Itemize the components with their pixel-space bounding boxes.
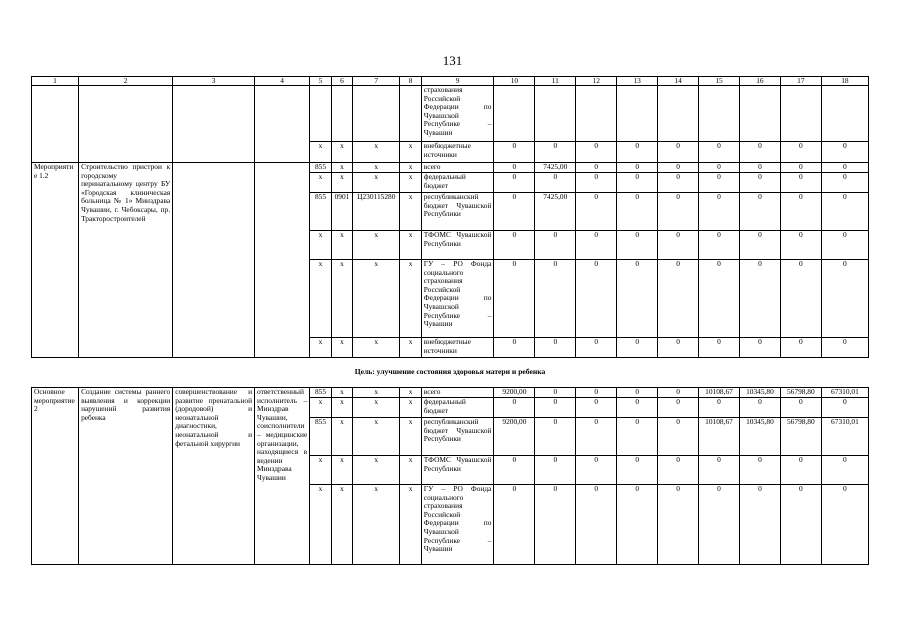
amount-cell: 0 (494, 231, 535, 260)
funding-source-cell: внебюджетные источники (421, 142, 494, 163)
amount-cell: 0 (535, 338, 576, 358)
amount-cell: 0 (739, 456, 780, 485)
amount-cell: 0 (494, 260, 535, 338)
amount-cell: 0 (535, 398, 576, 418)
budget-code-cell: х (400, 418, 421, 456)
amount-cell: 0 (780, 338, 821, 358)
column-number: 3 (173, 77, 255, 86)
amount-cell: 0 (780, 456, 821, 485)
amount-cell: 0 (699, 398, 740, 418)
empty-cell (173, 163, 255, 358)
budget-code-cell: х (331, 142, 352, 163)
budget-code-cell: х (331, 398, 352, 418)
amount-cell: 0 (699, 338, 740, 358)
amount-cell: 0 (535, 173, 576, 193)
amount-cell: 67310,01 (821, 388, 868, 398)
amount-cell: 0 (617, 163, 658, 173)
amount-cell: 0 (658, 231, 699, 260)
amount-cell: 0 (576, 173, 617, 193)
column-number: 11 (535, 77, 576, 86)
goal-row (32, 358, 869, 388)
empty-cell (400, 86, 421, 142)
amount-cell: 10345,80 (739, 388, 780, 398)
amount-cell: 0 (576, 388, 617, 398)
amount-cell: 0 (576, 231, 617, 260)
budget-code-cell: х (353, 163, 400, 173)
amount-cell: 0 (535, 142, 576, 163)
empty-cell (535, 86, 576, 142)
budget-code-cell: х (353, 231, 400, 260)
amount-cell: 0 (494, 398, 535, 418)
column-number: 16 (739, 77, 780, 86)
amount-cell: 0 (535, 485, 576, 565)
amount-cell: 0 (494, 338, 535, 358)
budget-code-cell: х (331, 163, 352, 173)
empty-cell (255, 86, 310, 163)
amount-cell: 0 (617, 388, 658, 398)
amount-cell: 0 (494, 142, 535, 163)
amount-cell: 9200,00 (494, 418, 535, 456)
budget-code-cell: х (353, 260, 400, 338)
activity-name-cell: Создание системы раннего выявления и коррекции нарушений развития ребенка (79, 388, 173, 565)
amount-cell: 0 (780, 193, 821, 231)
amount-cell: 0 (535, 260, 576, 338)
column-number: 17 (780, 77, 821, 86)
column-number: 2 (79, 77, 173, 86)
amount-cell: 7425,00 (535, 163, 576, 173)
amount-cell: 0 (821, 231, 868, 260)
budget-code-cell: х (353, 173, 400, 193)
amount-cell: 0 (658, 193, 699, 231)
column-number: 12 (576, 77, 617, 86)
amount-cell: 0 (535, 456, 576, 485)
amount-cell: 0 (699, 142, 740, 163)
amount-cell: 0 (699, 231, 740, 260)
amount-cell: 0 (576, 456, 617, 485)
empty-cell (576, 86, 617, 142)
column-number: 14 (658, 77, 699, 86)
amount-cell: 0 (699, 163, 740, 173)
amount-cell: 0 (658, 485, 699, 565)
empty-cell (255, 163, 310, 358)
amount-cell: 0 (780, 231, 821, 260)
amount-cell: 0 (821, 260, 868, 338)
budget-code-cell: 855 (310, 193, 331, 231)
budget-code-cell: х (400, 398, 421, 418)
empty-cell (617, 86, 658, 142)
amount-cell: 0 (780, 485, 821, 565)
budget-code-cell: х (353, 142, 400, 163)
amount-cell: 0 (576, 418, 617, 456)
amount-cell: 0 (699, 193, 740, 231)
empty-cell (658, 86, 699, 142)
amount-cell: 0 (494, 173, 535, 193)
amount-cell: 0 (780, 398, 821, 418)
amount-cell: 0 (494, 193, 535, 231)
activity-label-cell: Мероприятие 1.2 (32, 163, 79, 358)
empty-cell (699, 86, 740, 142)
budget-code-cell: х (400, 231, 421, 260)
budget-code-cell: х (310, 173, 331, 193)
amount-cell: 0 (739, 193, 780, 231)
responsible-executor-cell: ответственный исполнитель – Минздрав Чувашии, соисполнители – медицинские организации, находящиеся в ведении Минздрава Чувашии (255, 388, 310, 565)
column-number: 13 (617, 77, 658, 86)
amount-cell: 9200,00 (494, 388, 535, 398)
budget-code-cell: х (400, 485, 421, 565)
column-number: 1 (32, 77, 79, 86)
amount-cell: 0 (739, 142, 780, 163)
amount-cell: 0 (780, 163, 821, 173)
empty-cell (310, 86, 331, 142)
amount-cell: 0 (617, 485, 658, 565)
column-number: 4 (255, 77, 310, 86)
amount-cell: 0 (617, 456, 658, 485)
budget-code-cell: х (400, 338, 421, 358)
budget-code-cell: 855 (310, 418, 331, 456)
column-number: 9 (421, 77, 494, 86)
amount-cell: 0 (658, 260, 699, 338)
budget-code-cell: х (353, 418, 400, 456)
amount-cell: 0 (699, 456, 740, 485)
amount-cell: 0 (617, 260, 658, 338)
amount-cell: 0 (739, 231, 780, 260)
amount-cell: 0 (699, 485, 740, 565)
amount-cell: 0 (617, 398, 658, 418)
budget-code-cell: х (310, 231, 331, 260)
amount-cell: 0 (739, 173, 780, 193)
amount-cell: 0 (821, 398, 868, 418)
amount-cell: 0 (821, 456, 868, 485)
amount-cell: 0 (576, 485, 617, 565)
amount-cell: 0 (658, 142, 699, 163)
empty-cell (821, 86, 868, 142)
budget-code-cell: х (400, 388, 421, 398)
funding-source-cell: страхования Российской Федерации по Чувашской Республике – Чувашии (421, 86, 494, 142)
amount-cell: 0 (576, 193, 617, 231)
amount-cell: 0 (617, 193, 658, 231)
budget-code-cell: х (331, 485, 352, 565)
empty-cell (494, 86, 535, 142)
budget-code-cell: х (310, 456, 331, 485)
empty-cell (780, 86, 821, 142)
funding-source-cell: ГУ – РО Фонда социального страхования Российской Федерации по Чувашской Республике – Чувашии (421, 485, 494, 565)
amount-cell: 0 (494, 163, 535, 173)
budget-code-cell: х (400, 142, 421, 163)
amount-cell: 0 (739, 338, 780, 358)
column-number: 8 (400, 77, 421, 86)
amount-cell: 0 (821, 485, 868, 565)
budget-code-cell: х (331, 338, 352, 358)
amount-cell: 0 (658, 173, 699, 193)
budget-code-cell: х (400, 260, 421, 338)
activity-name-cell: Строительство пристрои к городскому перинатальному центру БУ «Городская клиническая больница № 1» Минздрава Чувашии, г. Чебоксары, пр. Тракторостроителей (79, 163, 173, 358)
amount-cell: 0 (821, 193, 868, 231)
budget-code-cell: 855 (310, 388, 331, 398)
program-budget-table (31, 76, 869, 565)
column-number: 7 (353, 77, 400, 86)
column-number: 15 (699, 77, 740, 86)
amount-cell: 0 (617, 142, 658, 163)
column-number: 6 (331, 77, 352, 86)
funding-source-cell: всего (421, 163, 494, 173)
budget-code-cell: х (310, 485, 331, 565)
budget-code-cell: х (310, 142, 331, 163)
budget-code-cell: х (331, 388, 352, 398)
budget-code-cell: 0901 (331, 193, 352, 231)
amount-cell: 0 (739, 260, 780, 338)
empty-cell (353, 86, 400, 142)
budget-code-cell: х (353, 398, 400, 418)
column-number: 5 (310, 77, 331, 86)
amount-cell: 0 (617, 418, 658, 456)
amount-cell: 0 (780, 260, 821, 338)
budget-code-cell: х (400, 193, 421, 231)
amount-cell: 0 (658, 418, 699, 456)
amount-cell: 0 (739, 163, 780, 173)
amount-cell: 0 (658, 163, 699, 173)
amount-cell: 0 (535, 388, 576, 398)
budget-code-cell: х (400, 163, 421, 173)
budget-code-cell: 855 (310, 163, 331, 173)
amount-cell: 0 (658, 398, 699, 418)
amount-cell: 0 (739, 485, 780, 565)
budget-code-cell: х (331, 260, 352, 338)
empty-cell (739, 86, 780, 142)
budget-code-cell: х (400, 456, 421, 485)
funding-source-cell: республиканский бюджет Чувашской Республики (421, 193, 494, 231)
budget-code-cell: Ц230115280 (353, 193, 400, 231)
activity-goal-cell: совершенствование и развитие пренатальной (дородовой) и неонатальной диагностики, неонатальной и фетальной хирургии (173, 388, 255, 565)
budget-code-cell: х (331, 231, 352, 260)
amount-cell: 0 (576, 398, 617, 418)
table-row (32, 388, 869, 398)
table-row (32, 86, 869, 142)
amount-cell: 10108,67 (699, 388, 740, 398)
funding-source-cell: федеральный бюджет (421, 398, 494, 418)
amount-cell: 67310,01 (821, 418, 868, 456)
amount-cell: 10345,80 (739, 418, 780, 456)
amount-cell: 0 (576, 142, 617, 163)
amount-cell: 0 (658, 456, 699, 485)
amount-cell: 10108,67 (699, 418, 740, 456)
empty-cell (79, 86, 173, 163)
amount-cell: 0 (494, 456, 535, 485)
amount-cell: 0 (658, 388, 699, 398)
amount-cell: 0 (780, 173, 821, 193)
empty-cell (331, 86, 352, 142)
budget-code-cell: х (353, 485, 400, 565)
column-number: 10 (494, 77, 535, 86)
funding-source-cell: республиканский бюджет Чувашской Республики (421, 418, 494, 456)
activity-label-cell: Основное мероприятие 2 (32, 388, 79, 565)
budget-code-cell: х (400, 173, 421, 193)
budget-code-cell: х (331, 173, 352, 193)
amount-cell: 0 (699, 260, 740, 338)
amount-cell: 0 (535, 231, 576, 260)
amount-cell: 0 (780, 142, 821, 163)
budget-code-cell: х (310, 338, 331, 358)
page-number: 131 (442, 53, 463, 68)
amount-cell: 7425,00 (535, 193, 576, 231)
budget-code-cell: х (310, 260, 331, 338)
amount-cell: 0 (617, 231, 658, 260)
amount-cell: 56798,80 (780, 418, 821, 456)
budget-code-cell: х (310, 398, 331, 418)
funding-source-cell: ГУ – РО Фонда социального страхования Российской Федерации по Чувашской Республике – Чувашии (421, 260, 494, 338)
amount-cell: 0 (535, 418, 576, 456)
amount-cell: 0 (576, 260, 617, 338)
funding-source-cell: внебюджетные источники (421, 338, 494, 358)
amount-cell: 0 (658, 338, 699, 358)
amount-cell: 0 (576, 338, 617, 358)
budget-code-cell: х (331, 418, 352, 456)
amount-cell: 0 (821, 163, 868, 173)
table-row (32, 163, 869, 173)
budget-code-cell: х (353, 456, 400, 485)
column-number-row (32, 77, 869, 86)
amount-cell: 0 (821, 173, 868, 193)
amount-cell: 0 (617, 338, 658, 358)
empty-cell (173, 86, 255, 163)
funding-source-cell: ТФОМС Чувашской Республики (421, 231, 494, 260)
budget-code-cell: х (331, 456, 352, 485)
amount-cell: 0 (617, 173, 658, 193)
funding-source-cell: всего (421, 388, 494, 398)
amount-cell: 56798,80 (780, 388, 821, 398)
funding-source-cell: ТФОМС Чувашской Республики (421, 456, 494, 485)
amount-cell: 0 (576, 163, 617, 173)
budget-code-cell: х (353, 338, 400, 358)
budget-code-cell: х (353, 388, 400, 398)
amount-cell: 0 (821, 338, 868, 358)
column-number: 18 (821, 77, 868, 86)
goal-heading: Цель: улучшение состояния здоровья матери и ребенка (32, 358, 869, 388)
amount-cell: 0 (739, 398, 780, 418)
amount-cell: 0 (821, 142, 868, 163)
funding-source-cell: федеральный бюджет (421, 173, 494, 193)
amount-cell: 0 (494, 485, 535, 565)
amount-cell: 0 (699, 173, 740, 193)
empty-cell (32, 86, 79, 163)
